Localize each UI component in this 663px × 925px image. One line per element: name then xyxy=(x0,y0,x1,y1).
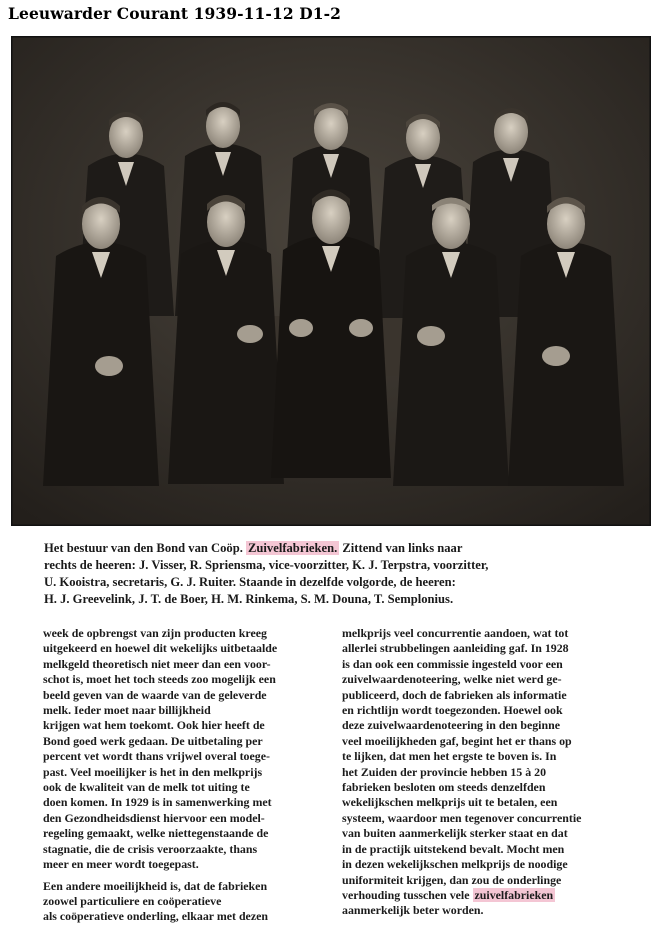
group-portrait-image xyxy=(11,36,651,526)
article-line: publiceerd, doch de fabrieken als informatie xyxy=(342,687,567,702)
article-line: ook de kwaliteit van de melk tot uiting te xyxy=(43,780,250,795)
highlighted-term: zuivelfabrieken xyxy=(474,887,554,902)
article-line: regeling gemaakt, welke niettegenstaande de xyxy=(43,826,269,841)
photo-caption xyxy=(44,540,619,608)
article-line: zuivelwaardenoteering, welke niet werd ge- xyxy=(342,672,562,687)
article-line: Een andere moeilijkheid is, dat de fabrieken xyxy=(43,878,268,893)
highlighted-term: Zuivelfabrieken. xyxy=(248,541,338,555)
article-line: als coöperatieve onderling, elkaar met dezen xyxy=(43,909,268,924)
article-column-right xyxy=(342,626,632,919)
article-line: zoowel particuliere en coöperatieve xyxy=(43,893,222,908)
article-line: week de opbrengst van zijn producten kreeg xyxy=(43,626,267,640)
article-line: te lijken, dat men het ergste te boven is. In xyxy=(342,749,557,764)
article-line: allerlei strubbelingen aanleiding gaf. In 1928 xyxy=(342,641,569,656)
page-title: Leeuwarder Courant 1939-11-12 D1-2 xyxy=(8,4,342,23)
article-line: wekelijkschen melkprijs uit te betalen, een xyxy=(342,795,558,810)
article-line: fabrieken besloten om steeds denzelfden xyxy=(342,780,546,795)
article-line: in de practijk uitstekend bevalt. Mocht men xyxy=(342,841,565,856)
article-line: melk. Ieder moet naar billijkheid xyxy=(43,703,211,718)
article-line: beeld geven van de waarde van de geleverde xyxy=(43,687,267,702)
article-column-left xyxy=(43,626,333,925)
caption-line xyxy=(44,540,619,557)
article-line: van buiten aanmerkelijk sterker staat en dat xyxy=(342,826,568,841)
article-line: percent vet wordt thans vrijwel overal toege- xyxy=(43,749,270,764)
article-line: en richtlijn wordt toegezonden. Hoewel ook xyxy=(342,703,563,718)
article-line: past. Veel moeilijker is het in den melkprijs xyxy=(43,764,263,779)
article-line: uitgekeerd en hoewel dit wekelijks uitbetaalde xyxy=(43,641,278,656)
article-line: aanmerkelijk beter worden. xyxy=(342,903,484,918)
article-line: schot is, moet het toch steeds zoo mogelijk een xyxy=(43,672,276,687)
group-photo xyxy=(11,36,651,526)
article-line: veel moeilijkheden gaf, begint het er thans op xyxy=(342,733,572,748)
caption-text: Het bestuur van den Bond van Coöp. xyxy=(44,541,243,555)
article-line: den Gezondheidsdienst hiervoor een model- xyxy=(43,810,265,825)
article-line: is dan ook een commissie ingesteld voor een xyxy=(342,656,563,671)
article-line: deze zuivelwaardenoteering in den beginne xyxy=(342,718,560,733)
article-line: Bond goed werk gedaan. De uitbetaling per xyxy=(43,733,263,748)
article-text: verhouding tusschen vele xyxy=(342,887,470,902)
article-line: doen komen. In 1929 is in samenwerking met xyxy=(43,795,272,810)
article-line xyxy=(342,888,632,903)
article-line: meer en meer wordt toegepast. xyxy=(43,857,199,872)
article-line: melkgeld theoretisch niet meer dan een voor- xyxy=(43,656,271,671)
caption-line: rechts de heeren: J. Visser, R. Spriensma, vice-voorzitter, K. J. Terpstra, voorzitter, xyxy=(44,558,489,572)
article-line: melkprijs veel concurrentie aandoen, wat tot xyxy=(342,626,569,640)
caption-text: Zittend van links naar xyxy=(342,541,463,555)
article-line: systeem, waardoor men tegenover concurrentie xyxy=(342,810,582,825)
article-line: het Zuiden der provincie hebben 15 à 20 xyxy=(342,764,547,779)
caption-line: H. J. Greevelink, J. T. de Boer, H. M. Rinkema, S. M. Douna, T. Semplonius. xyxy=(44,592,454,606)
article-line: stagnatie, die de crisis veroorzaakte, thans xyxy=(43,841,258,856)
article-line: krijgen wat hem toekomt. Ook hier heeft de xyxy=(43,718,265,733)
caption-line: U. Kooistra, secretaris, G. J. Ruiter. Staande in dezelfde volgorde, de heeren: xyxy=(44,575,456,589)
article-line: in dezen wekelijkschen melkprijs de noodige xyxy=(342,857,568,872)
article-line: uniformiteit krijgen, dan zou de onderlinge xyxy=(342,872,562,887)
